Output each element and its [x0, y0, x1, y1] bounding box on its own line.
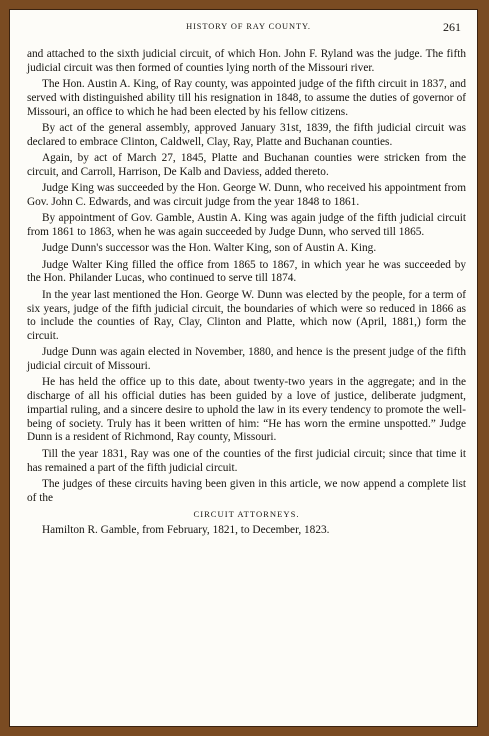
paragraph: Judge Walter King filled the office from 1865 to 1867, in which year he was succeeded by the Hon. Philander Lucas, who continued to serve till 1874. — [27, 258, 466, 285]
paragraph: By appointment of Gov. Gamble, Austin A. King was again judge of the fifth judicial circuit from 1861 to 1863, when he was again succeeded by Judge Dunn, who served till 1865. — [27, 212, 466, 238]
paragraph: The judges of these circuits having been given in this article, we now append a complete list of the — [27, 477, 466, 504]
paragraph: The Hon. Austin A. King, of Ray county, was appointed judge of the fifth circuit in 1837, and served with distinguished ability till his resignation in 1848, to assume the duties of governor of Missouri, an office to which he had been elected by his fellow citizens. — [27, 78, 466, 118]
paragraph: Till the year 1831, Ray was one of the counties of the first judicial circuit; since that time it has remained a part of the fifth judicial circuit. — [27, 447, 466, 474]
paragraph: By act of the general assembly, approved January 31st, 1839, the fifth judicial circuit was declared to embrace Clinton, Caldwell, Clay, Ray, Platte and Buchanan counties. — [27, 121, 466, 148]
body-text — [27, 48, 466, 540]
paragraph: Judge King was succeeded by the Hon. George W. Dunn, who received his appointment from Gov. John C. Edwards, and was circuit judge from the year 1848 to 1861. — [27, 182, 466, 208]
section-heading: CIRCUIT ATTORNEYS. — [193, 508, 300, 519]
paragraph: Again, by act of March 27, 1845, Platte and Buchanan counties were stricken from the circuit, and Carroll, Harrison, De Kalb and Daviess, added thereto. — [27, 152, 466, 178]
paragraph: Judge Dunn was again elected in November, 1880, and hence is the present judge of the fifth judicial circuit of Missouri. — [27, 346, 466, 373]
list-entry: Hamilton R. Gamble, from February, 1821, to December, 1823. — [42, 523, 330, 536]
book-page — [9, 9, 478, 727]
paragraph: Judge Dunn's successor was the Hon. Walter King, son of Austin A. King. — [42, 242, 377, 255]
paragraph: and attached to the sixth judicial circuit, of which Hon. John F. Ryland was the judge. The fifth judicial circuit was then formed of counties lying north of the Missouri river. — [27, 48, 466, 74]
page-number: 261 — [443, 20, 461, 34]
paragraph: He has held the office up to this date, about twenty-two years in the aggregate; and in the discharge of all his official duties has been guided by a love of justice, deliberate judgment, impartial ruling, and a sincere desire to uphold the law in its every tendency to promote the well-being of society. Truly has it been written of him: “He has worn the ermine unspotted.” Judge Dunn is a resident of Richmond, Ray county, Missouri. — [27, 376, 466, 444]
running-title: HISTORY OF RAY COUNTY. — [186, 22, 311, 31]
running-head — [34, 21, 463, 35]
paragraph: In the year last mentioned the Hon. George W. Dunn was elected by the people, for a term of six years, judge of the fifth judicial circuit, the boundaries of which were so reduced in 1866 as to include the counties of Ray, Clay, Clinton and Platte, which now (April, 1881,) form the circuit. — [27, 288, 466, 342]
